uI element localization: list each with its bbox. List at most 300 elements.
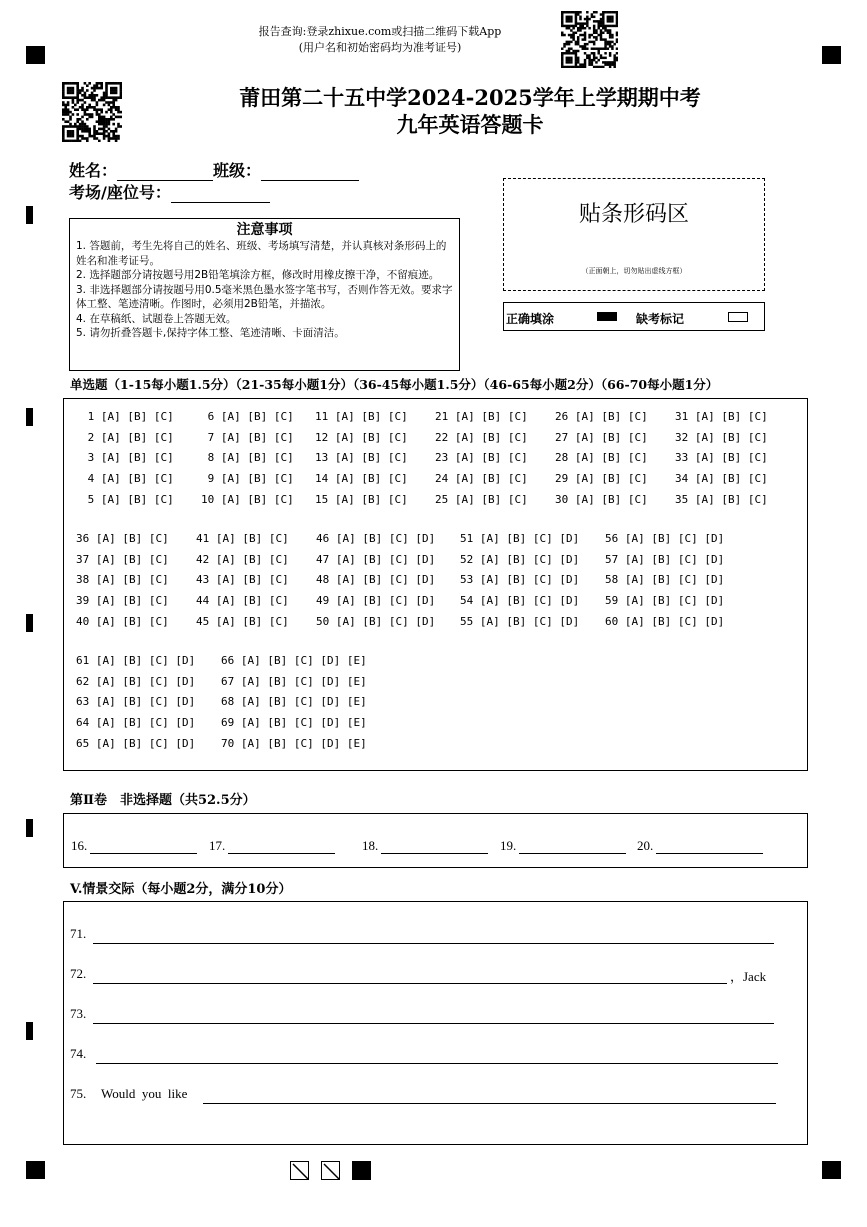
dialogue-line-75[interactable] <box>70 1086 776 1106</box>
option-bubble-b[interactable]: [B] <box>362 552 389 566</box>
qr-module <box>62 84 65 87</box>
qr-module <box>582 25 584 27</box>
barcode-area[interactable] <box>503 178 765 291</box>
option-bubble-d[interactable]: [D] <box>175 716 196 730</box>
option-bubble-e[interactable]: [E] <box>346 674 367 688</box>
option-bubble-b[interactable]: [B] <box>122 716 149 730</box>
option-bubble-c[interactable]: [C] <box>387 472 408 486</box>
option-bubble-a[interactable]: [A] <box>334 451 362 465</box>
option-bubble-c[interactable]: [C] <box>532 614 560 628</box>
option-bubble-a[interactable]: [A] <box>220 472 248 486</box>
option-bubble-c[interactable]: [C] <box>153 451 174 465</box>
qr-module <box>593 27 595 29</box>
option-bubble-a[interactable]: [A] <box>95 594 123 608</box>
qr-module <box>88 96 91 99</box>
option-bubble-c[interactable]: [C] <box>507 430 528 444</box>
option-bubble-c[interactable]: [C] <box>388 594 416 608</box>
option-bubble-c[interactable]: [C] <box>148 716 176 730</box>
option-bubble-c[interactable]: [C] <box>532 594 560 608</box>
option-bubble-a[interactable]: [A] <box>95 674 123 688</box>
option-bubble-b[interactable]: [B] <box>247 451 274 465</box>
option-bubble-d[interactable]: [D] <box>320 695 347 709</box>
option-bubble-a[interactable]: [A] <box>454 430 482 444</box>
qr-module <box>611 41 613 43</box>
option-bubble-d[interactable]: [D] <box>704 532 725 545</box>
option-bubble-a[interactable]: [A] <box>95 716 123 730</box>
option-bubble-c[interactable]: [C] <box>507 492 528 506</box>
option-bubble-a[interactable]: [A] <box>220 492 248 506</box>
option-bubble-e[interactable]: [E] <box>346 716 367 730</box>
seat-input-line[interactable] <box>171 184 270 203</box>
option-bubble-c[interactable]: [C] <box>388 614 416 628</box>
option-bubble-c[interactable]: [C] <box>388 552 416 566</box>
option-bubble-a[interactable]: [A] <box>454 451 482 465</box>
answer-line[interactable] <box>93 983 727 984</box>
qr-module <box>584 18 586 20</box>
option-bubble-b[interactable]: [B] <box>721 451 748 465</box>
option-bubble-a[interactable]: [A] <box>574 430 602 444</box>
qr-module <box>112 104 115 107</box>
option-bubble-c[interactable]: [C] <box>293 736 321 750</box>
option-bubble-b[interactable]: [B] <box>601 451 628 465</box>
option-bubble-c[interactable]: [C] <box>507 410 528 423</box>
blank-19[interactable] <box>500 838 626 854</box>
qr-module <box>76 128 79 131</box>
option-bubble-b[interactable]: [B] <box>362 614 389 628</box>
option-bubble-a[interactable]: [A] <box>479 532 507 545</box>
option-bubble-c[interactable]: [C] <box>148 614 169 628</box>
option-bubble-a[interactable]: [A] <box>95 695 123 709</box>
option-bubble-c[interactable]: [C] <box>677 614 705 628</box>
option-bubble-a[interactable]: [A] <box>574 492 602 506</box>
option-bubble-c[interactable]: [C] <box>677 594 705 608</box>
qr-module <box>110 137 113 140</box>
option-bubble-c[interactable]: [C] <box>387 410 408 423</box>
option-bubble-a[interactable]: [A] <box>479 594 507 608</box>
option-bubble-e[interactable]: [E] <box>346 695 367 709</box>
option-bubble-b[interactable]: [B] <box>481 410 508 423</box>
blank-line[interactable] <box>90 839 197 854</box>
qr-module <box>588 41 590 43</box>
option-bubble-b[interactable]: [B] <box>362 532 389 545</box>
blank-16[interactable] <box>71 838 197 854</box>
option-bubble-b[interactable]: [B] <box>122 736 149 750</box>
option-bubble-a[interactable]: [A] <box>95 573 123 587</box>
qr-module <box>79 106 82 109</box>
option-bubble-a[interactable]: [A] <box>220 430 248 444</box>
mc-question-5 <box>81 490 174 511</box>
option-bubble-c[interactable]: [C] <box>273 451 294 465</box>
option-bubble-b[interactable]: [B] <box>481 472 508 486</box>
option-bubble-b[interactable]: [B] <box>122 654 149 667</box>
option-bubble-c[interactable]: [C] <box>148 736 176 750</box>
option-bubble-c[interactable]: [C] <box>677 573 705 587</box>
dialogue-line-74[interactable] <box>70 1046 778 1066</box>
option-bubble-c[interactable]: [C] <box>153 492 174 506</box>
option-bubble-b[interactable]: [B] <box>362 594 389 608</box>
option-bubble-b[interactable]: [B] <box>127 492 154 506</box>
option-bubble-b[interactable]: [B] <box>721 430 748 444</box>
option-bubble-c[interactable]: [C] <box>747 492 768 506</box>
mc-column <box>435 407 528 511</box>
option-bubble-c[interactable]: [C] <box>507 472 528 486</box>
mc-question-50 <box>316 612 435 633</box>
option-bubble-c[interactable]: [C] <box>148 552 169 566</box>
option-bubble-b[interactable]: [B] <box>721 472 748 486</box>
option-bubble-c[interactable]: [C] <box>747 472 768 486</box>
option-bubble-b[interactable]: [B] <box>127 451 154 465</box>
option-bubble-b[interactable]: [B] <box>361 472 388 486</box>
option-bubble-b[interactable]: [B] <box>247 492 274 506</box>
option-bubble-a[interactable]: [A] <box>335 532 363 545</box>
option-bubble-c[interactable]: [C] <box>387 451 408 465</box>
option-bubble-a[interactable]: [A] <box>215 532 243 545</box>
option-bubble-c[interactable]: [C] <box>387 492 408 506</box>
option-bubble-a[interactable]: [A] <box>574 472 602 486</box>
option-bubble-a[interactable]: [A] <box>215 614 243 628</box>
option-bubble-b[interactable]: [B] <box>362 573 389 587</box>
option-bubble-a[interactable]: [A] <box>454 492 482 506</box>
option-bubble-a[interactable]: [A] <box>95 532 123 545</box>
qr-module <box>602 11 604 13</box>
dialogue-line-72[interactable] <box>70 966 774 986</box>
registration-mark-bottom-left <box>26 1161 45 1179</box>
option-bubble-b[interactable]: [B] <box>267 674 294 688</box>
qr-module <box>86 89 89 92</box>
option-bubble-c[interactable]: [C] <box>268 614 289 628</box>
option-bubble-b[interactable]: [B] <box>267 654 294 667</box>
option-bubble-b[interactable]: [B] <box>651 614 678 628</box>
option-bubble-a[interactable]: [A] <box>240 695 268 709</box>
mc-column <box>76 529 169 633</box>
option-bubble-a[interactable]: [A] <box>479 552 507 566</box>
qr-module <box>93 87 96 90</box>
class-input-line[interactable] <box>261 162 359 181</box>
option-bubble-d[interactable]: [D] <box>559 552 580 566</box>
option-bubble-c[interactable]: [C] <box>148 532 169 545</box>
option-bubble-d[interactable]: [D] <box>175 654 196 667</box>
option-bubble-d[interactable]: [D] <box>415 594 436 608</box>
option-bubble-c[interactable]: [C] <box>747 451 768 465</box>
option-bubble-a[interactable]: [A] <box>694 410 722 423</box>
notice-item: 1. 答题前，考生先将自己的姓名、班级、考场填写清楚，并认真核对条形码上的姓名和准考证号。 <box>76 240 447 267</box>
answer-line[interactable] <box>96 1063 778 1064</box>
option-bubble-a[interactable]: [A] <box>694 430 722 444</box>
blank-17[interactable] <box>209 838 335 854</box>
option-bubble-c[interactable]: [C] <box>268 552 289 566</box>
option-bubble-b[interactable]: [B] <box>651 532 678 545</box>
option-bubble-c[interactable]: [C] <box>268 573 289 587</box>
question-number: 40 <box>76 614 96 628</box>
option-bubble-d[interactable]: [D] <box>175 674 196 688</box>
option-bubble-d[interactable]: [D] <box>415 552 436 566</box>
qr-module <box>96 120 99 123</box>
option-bubble-c[interactable]: [C] <box>627 492 648 506</box>
option-bubble-b[interactable]: [B] <box>122 674 149 688</box>
option-bubble-b[interactable]: [B] <box>122 695 149 709</box>
option-bubble-a[interactable]: [A] <box>215 552 243 566</box>
option-bubble-b[interactable]: [B] <box>601 410 628 423</box>
blank-line[interactable] <box>656 839 763 854</box>
option-bubble-a[interactable]: [A] <box>240 674 268 688</box>
option-bubble-b[interactable]: [B] <box>127 410 154 423</box>
option-bubble-d[interactable]: [D] <box>320 716 347 730</box>
option-bubble-a[interactable]: [A] <box>624 614 652 628</box>
option-bubble-c[interactable]: [C] <box>273 410 294 423</box>
option-bubble-a[interactable]: [A] <box>624 532 652 545</box>
option-bubble-a[interactable]: [A] <box>95 736 123 750</box>
option-bubble-d[interactable]: [D] <box>704 594 725 608</box>
option-bubble-e[interactable]: [E] <box>346 654 367 667</box>
option-bubble-a[interactable]: [A] <box>100 492 128 506</box>
option-bubble-c[interactable]: [C] <box>627 451 648 465</box>
option-bubble-b[interactable]: [B] <box>506 573 533 587</box>
option-bubble-d[interactable]: [D] <box>175 736 196 750</box>
option-bubble-c[interactable]: [C] <box>627 472 648 486</box>
option-bubble-b[interactable]: [B] <box>242 614 269 628</box>
option-bubble-a[interactable]: [A] <box>220 410 248 423</box>
option-bubble-c[interactable]: [C] <box>268 594 289 608</box>
qr-module <box>115 89 118 92</box>
option-bubble-d[interactable]: [D] <box>704 552 725 566</box>
option-bubble-a[interactable]: [A] <box>624 594 652 608</box>
option-bubble-c[interactable]: [C] <box>148 594 169 608</box>
option-bubble-c[interactable]: [C] <box>153 430 174 444</box>
option-bubble-a[interactable]: [A] <box>694 451 722 465</box>
option-bubble-b[interactable]: [B] <box>242 532 269 545</box>
option-bubble-a[interactable]: [A] <box>574 451 602 465</box>
option-bubble-d[interactable]: [D] <box>559 614 580 628</box>
option-bubble-b[interactable]: [B] <box>127 472 154 486</box>
option-bubble-c[interactable]: [C] <box>627 410 648 423</box>
option-bubble-a[interactable]: [A] <box>574 410 602 423</box>
option-bubble-d[interactable]: [D] <box>320 674 347 688</box>
option-bubble-d[interactable]: [D] <box>559 532 580 545</box>
option-bubble-d[interactable]: [D] <box>320 654 347 667</box>
option-bubble-a[interactable]: [A] <box>100 430 128 444</box>
option-bubble-c[interactable]: [C] <box>148 573 169 587</box>
option-bubble-a[interactable]: [A] <box>335 552 363 566</box>
qr-module <box>602 47 604 49</box>
option-bubble-c[interactable]: [C] <box>747 410 768 423</box>
option-bubble-a[interactable]: [A] <box>334 472 362 486</box>
option-bubble-d[interactable]: [D] <box>704 614 725 628</box>
qr-module <box>120 87 122 90</box>
option-bubble-b[interactable]: [B] <box>267 736 294 750</box>
option-bubble-b[interactable]: [B] <box>122 573 149 587</box>
qr-module <box>570 29 572 31</box>
option-bubble-b[interactable]: [B] <box>247 472 274 486</box>
option-bubble-b[interactable]: [B] <box>122 532 149 545</box>
qr-module <box>616 41 618 43</box>
option-bubble-c[interactable]: [C] <box>273 492 294 506</box>
option-bubble-d[interactable]: [D] <box>320 736 347 750</box>
option-bubble-b[interactable]: [B] <box>361 430 388 444</box>
option-bubble-d[interactable]: [D] <box>415 532 436 545</box>
option-bubble-b[interactable]: [B] <box>506 614 533 628</box>
option-bubble-a[interactable]: [A] <box>100 410 128 423</box>
option-bubble-c[interactable]: [C] <box>387 430 408 444</box>
option-bubble-b[interactable]: [B] <box>721 410 748 423</box>
option-bubble-c[interactable]: [C] <box>153 410 174 423</box>
dialogue-line-73[interactable] <box>70 1006 774 1026</box>
option-bubble-a[interactable]: [A] <box>694 472 722 486</box>
answer-line[interactable] <box>93 943 774 944</box>
option-bubble-b[interactable]: [B] <box>481 430 508 444</box>
qr-module <box>98 116 101 119</box>
option-bubble-c[interactable]: [C] <box>148 695 176 709</box>
option-bubble-b[interactable]: [B] <box>506 552 533 566</box>
answer-line[interactable] <box>203 1103 776 1104</box>
option-bubble-d[interactable]: [D] <box>175 695 196 709</box>
option-bubble-b[interactable]: [B] <box>361 492 388 506</box>
option-bubble-c[interactable]: [C] <box>293 695 321 709</box>
qr-module <box>62 111 65 114</box>
option-bubble-c[interactable]: [C] <box>507 451 528 465</box>
option-bubble-c[interactable]: [C] <box>293 654 321 667</box>
option-bubble-b[interactable]: [B] <box>242 573 269 587</box>
option-bubble-b[interactable]: [B] <box>601 430 628 444</box>
option-bubble-b[interactable]: [B] <box>651 594 678 608</box>
option-bubble-a[interactable]: [A] <box>100 472 128 486</box>
question-number: 27 <box>555 430 575 444</box>
option-bubble-a[interactable]: [A] <box>220 451 248 465</box>
qr-module <box>69 118 72 121</box>
mc-question-8 <box>201 448 294 469</box>
option-bubble-a[interactable]: [A] <box>334 430 362 444</box>
option-bubble-a[interactable]: [A] <box>624 552 652 566</box>
option-bubble-c[interactable]: [C] <box>148 654 176 667</box>
qr-module <box>117 82 120 85</box>
option-bubble-d[interactable]: [D] <box>559 594 580 608</box>
option-bubble-a[interactable]: [A] <box>95 552 123 566</box>
option-bubble-b[interactable]: [B] <box>651 552 678 566</box>
qr-module <box>112 99 115 102</box>
option-bubble-b[interactable]: [B] <box>651 573 678 587</box>
option-bubble-b[interactable]: [B] <box>506 532 533 545</box>
qr-module <box>100 82 103 85</box>
option-bubble-c[interactable]: [C] <box>532 532 560 545</box>
qr-module <box>105 94 108 97</box>
option-bubble-d[interactable]: [D] <box>704 573 725 587</box>
option-bubble-a[interactable]: [A] <box>624 573 652 587</box>
option-bubble-d[interactable]: [D] <box>415 614 436 628</box>
option-bubble-b[interactable]: [B] <box>601 472 628 486</box>
option-bubble-a[interactable]: [A] <box>694 492 722 506</box>
option-bubble-b[interactable]: [B] <box>127 430 154 444</box>
question-number: 47 <box>316 552 336 566</box>
option-bubble-b[interactable]: [B] <box>122 594 149 608</box>
option-bubble-c[interactable]: [C] <box>153 472 174 486</box>
option-bubble-a[interactable]: [A] <box>100 451 128 465</box>
option-bubble-c[interactable]: [C] <box>747 430 768 444</box>
qr-module <box>572 11 574 13</box>
option-bubble-a[interactable]: [A] <box>95 654 123 667</box>
question-number: 58 <box>605 573 625 587</box>
option-bubble-a[interactable]: [A] <box>334 492 362 506</box>
option-bubble-c[interactable]: [C] <box>532 573 560 587</box>
option-bubble-c[interactable]: [C] <box>293 674 321 688</box>
dialogue-line-71[interactable] <box>70 926 774 946</box>
option-bubble-d[interactable]: [D] <box>415 573 436 587</box>
absent-mark-box[interactable] <box>728 312 748 322</box>
question-number: 38 <box>76 573 96 587</box>
option-bubble-a[interactable]: [A] <box>454 410 482 423</box>
option-bubble-a[interactable]: [A] <box>240 654 268 667</box>
option-bubble-a[interactable]: [A] <box>215 594 243 608</box>
option-bubble-a[interactable]: [A] <box>240 716 268 730</box>
option-bubble-c[interactable]: [C] <box>677 532 705 545</box>
option-bubble-b[interactable]: [B] <box>247 430 274 444</box>
option-bubble-b[interactable]: [B] <box>481 451 508 465</box>
option-bubble-c[interactable]: [C] <box>388 573 416 587</box>
option-bubble-b[interactable]: [B] <box>361 451 388 465</box>
option-bubble-a[interactable]: [A] <box>335 614 363 628</box>
option-bubble-a[interactable]: [A] <box>334 410 362 423</box>
option-bubble-a[interactable]: [A] <box>240 736 268 750</box>
qr-module <box>600 18 602 20</box>
option-bubble-a[interactable]: [A] <box>95 614 123 628</box>
option-bubble-a[interactable]: [A] <box>479 573 507 587</box>
mc-question-42 <box>196 550 289 571</box>
option-bubble-c[interactable]: [C] <box>273 472 294 486</box>
blank-line[interactable] <box>519 839 626 854</box>
option-bubble-e[interactable]: [E] <box>346 736 367 750</box>
option-bubble-c[interactable]: [C] <box>677 552 705 566</box>
option-bubble-b[interactable]: [B] <box>481 492 508 506</box>
option-bubble-b[interactable]: [B] <box>506 594 533 608</box>
option-bubble-b[interactable]: [B] <box>721 492 748 506</box>
answer-line[interactable] <box>93 1023 774 1024</box>
question-number: 52 <box>460 552 480 566</box>
option-bubble-b[interactable]: [B] <box>361 410 388 423</box>
option-bubble-c[interactable]: [C] <box>268 532 289 545</box>
option-bubble-a[interactable]: [A] <box>215 573 243 587</box>
qr-module <box>86 106 89 109</box>
option-bubble-a[interactable]: [A] <box>335 573 363 587</box>
blank-line[interactable] <box>228 839 335 854</box>
blank-18[interactable] <box>362 838 488 854</box>
qr-module <box>566 61 568 63</box>
option-bubble-c[interactable]: [C] <box>532 552 560 566</box>
option-bubble-b[interactable]: [B] <box>122 614 149 628</box>
option-bubble-a[interactable]: [A] <box>454 472 482 486</box>
blank-line[interactable] <box>381 839 488 854</box>
part5-title: V.情景交际（每小题2分，满分10分） <box>70 882 292 897</box>
option-bubble-c[interactable]: [C] <box>273 430 294 444</box>
option-bubble-d[interactable]: [D] <box>559 573 580 587</box>
option-bubble-b[interactable]: [B] <box>267 716 294 730</box>
option-bubble-c[interactable]: [C] <box>627 430 648 444</box>
qr-module <box>572 32 574 34</box>
option-bubble-c[interactable]: [C] <box>388 532 416 545</box>
qr-module <box>112 135 115 138</box>
option-bubble-b[interactable]: [B] <box>122 552 149 566</box>
option-bubble-a[interactable]: [A] <box>479 614 507 628</box>
option-bubble-b[interactable]: [B] <box>267 695 294 709</box>
name-input-line[interactable] <box>117 162 213 181</box>
option-bubble-b[interactable]: [B] <box>242 552 269 566</box>
option-bubble-b[interactable]: [B] <box>601 492 628 506</box>
option-bubble-b[interactable]: [B] <box>247 410 274 423</box>
blank-20[interactable] <box>637 838 763 854</box>
option-bubble-a[interactable]: [A] <box>335 594 363 608</box>
option-bubble-b[interactable]: [B] <box>242 594 269 608</box>
option-bubble-c[interactable]: [C] <box>293 716 321 730</box>
qr-module <box>586 18 588 20</box>
option-bubble-c[interactable]: [C] <box>148 674 176 688</box>
qr-module <box>84 108 87 111</box>
